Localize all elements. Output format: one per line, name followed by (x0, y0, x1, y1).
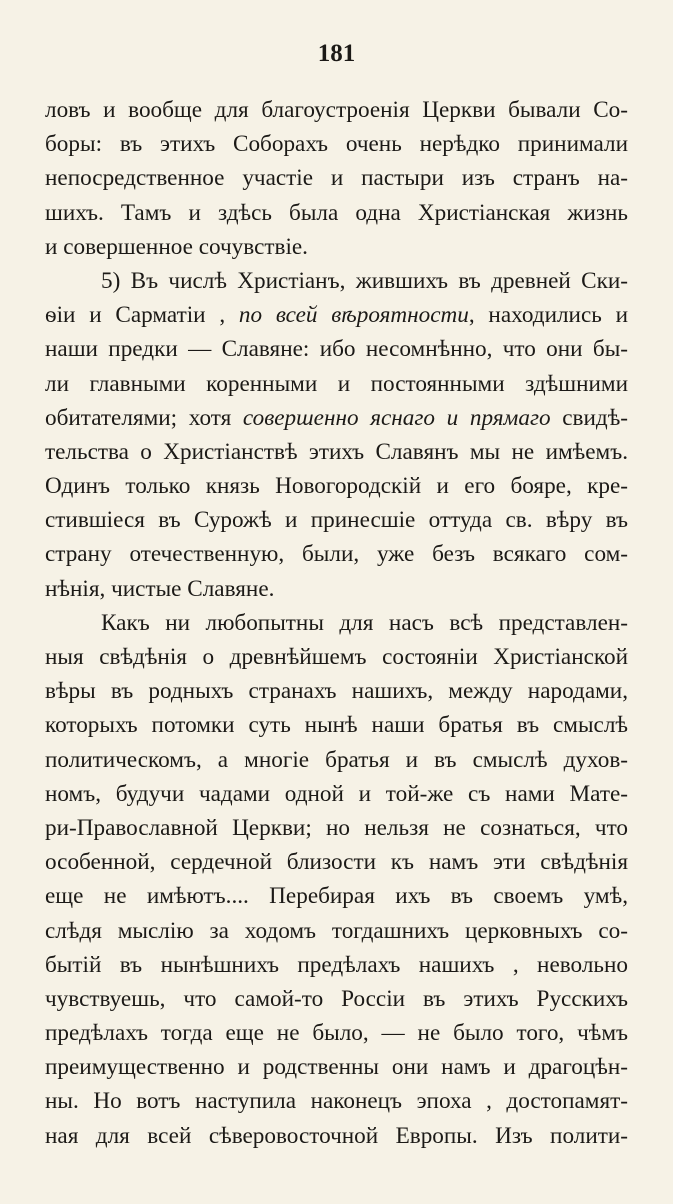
page-number: 181 (317, 40, 356, 67)
text-line: бытій въ нынѣшнихъ предѣлахъ нашихъ , невольно (45, 951, 628, 978)
text-line: стившіеся въ Сурожѣ и принесшіе оттуда св. вѣру въ (45, 507, 628, 534)
text-line: слѣдя мыслію за ходомъ тогдашнихъ церковныхъ со- (45, 917, 628, 944)
text-line: ри-Православной Церкви; но нельзя не сознаться, что (45, 814, 628, 841)
text-span: ѳіи и Сарматіи , (45, 302, 239, 329)
text-line: политическомъ, а многіе братья и въ смыслѣ духов- (45, 746, 628, 773)
text-line: которыхъ потомки суть нынѣ наши братья въ смыслѣ (45, 712, 628, 739)
text-line: ная для всей сѣверовосточной Европы. Изъ полити- (45, 1122, 628, 1149)
text-line: страну отечественную, были, уже безъ всякаго сом- (45, 541, 628, 568)
italic-phrase: по всей вѣроятности (238, 302, 469, 329)
text-line: нѣнія, чистые Славяне. (45, 575, 275, 602)
text-span: , находились и (468, 302, 628, 329)
italic-phrase: совершенно яснаго и прямаго (242, 404, 551, 431)
text-line: чувствуешь, что самой-то Россіи въ этихъ Русскихъ (45, 985, 628, 1012)
text-line: тельства о Христіанствѣ этихъ Славянъ мы не имѣемъ. (45, 438, 628, 465)
text-line: преимущественно и родственны они намъ и драгоцѣн- (45, 1054, 628, 1081)
text-line: еще не имѣютъ.... Перебирая ихъ въ своемъ умѣ, (45, 883, 628, 910)
text-line: ныя свѣдѣнія о древнѣйшемъ состояніи Христіанской (45, 644, 628, 670)
text-line: предѣлахъ тогда еще не было, — не было того, чѣмъ (45, 1020, 628, 1047)
text-line: Одинъ только князь Новогородскій и его бояре, кре- (45, 473, 628, 500)
body-text (45, 93, 628, 1153)
text-line: особенной, сердечной близости къ намъ эти свѣдѣнія (45, 849, 628, 876)
text-line: наши предки — Славяне: ибо несомнѣнно, что они бы- (45, 336, 628, 363)
text-span: обитателями; хотя (45, 404, 243, 431)
text-line: боры: въ этихъ Соборахъ очень нерѣдко принимали (45, 131, 628, 158)
text-line: ны. Но вотъ наступила наконецъ эпоха , достопамят- (45, 1088, 628, 1115)
text-line: Какъ ни любопытны для насъ всѣ представлен- (101, 609, 628, 636)
text-line: вѣры въ родныхъ странахъ нашихъ, между народами, (45, 678, 628, 705)
text-line (45, 401, 628, 435)
text-span: свидѣ- (550, 404, 628, 431)
text-line: ли главными коренными и постоянными здѣшними (45, 370, 628, 397)
text-line (45, 298, 628, 332)
text-line: номъ, будучи чадами одной и той-же съ нами Мате- (45, 780, 628, 807)
text-line: ловъ и вообще для благоустроенія Церкви бывали Со- (45, 97, 628, 123)
text-line: и совершенное сочувствіе. (45, 233, 308, 260)
text-line: шихъ. Тамъ и здѣсь была одна Христіанская жизнь (45, 199, 628, 226)
text-line: 5) Въ числѣ Христіанъ, жившихъ въ древней Ски- (101, 267, 628, 294)
text-line: непосредственное участіе и пастыри изъ странъ на- (45, 165, 628, 192)
